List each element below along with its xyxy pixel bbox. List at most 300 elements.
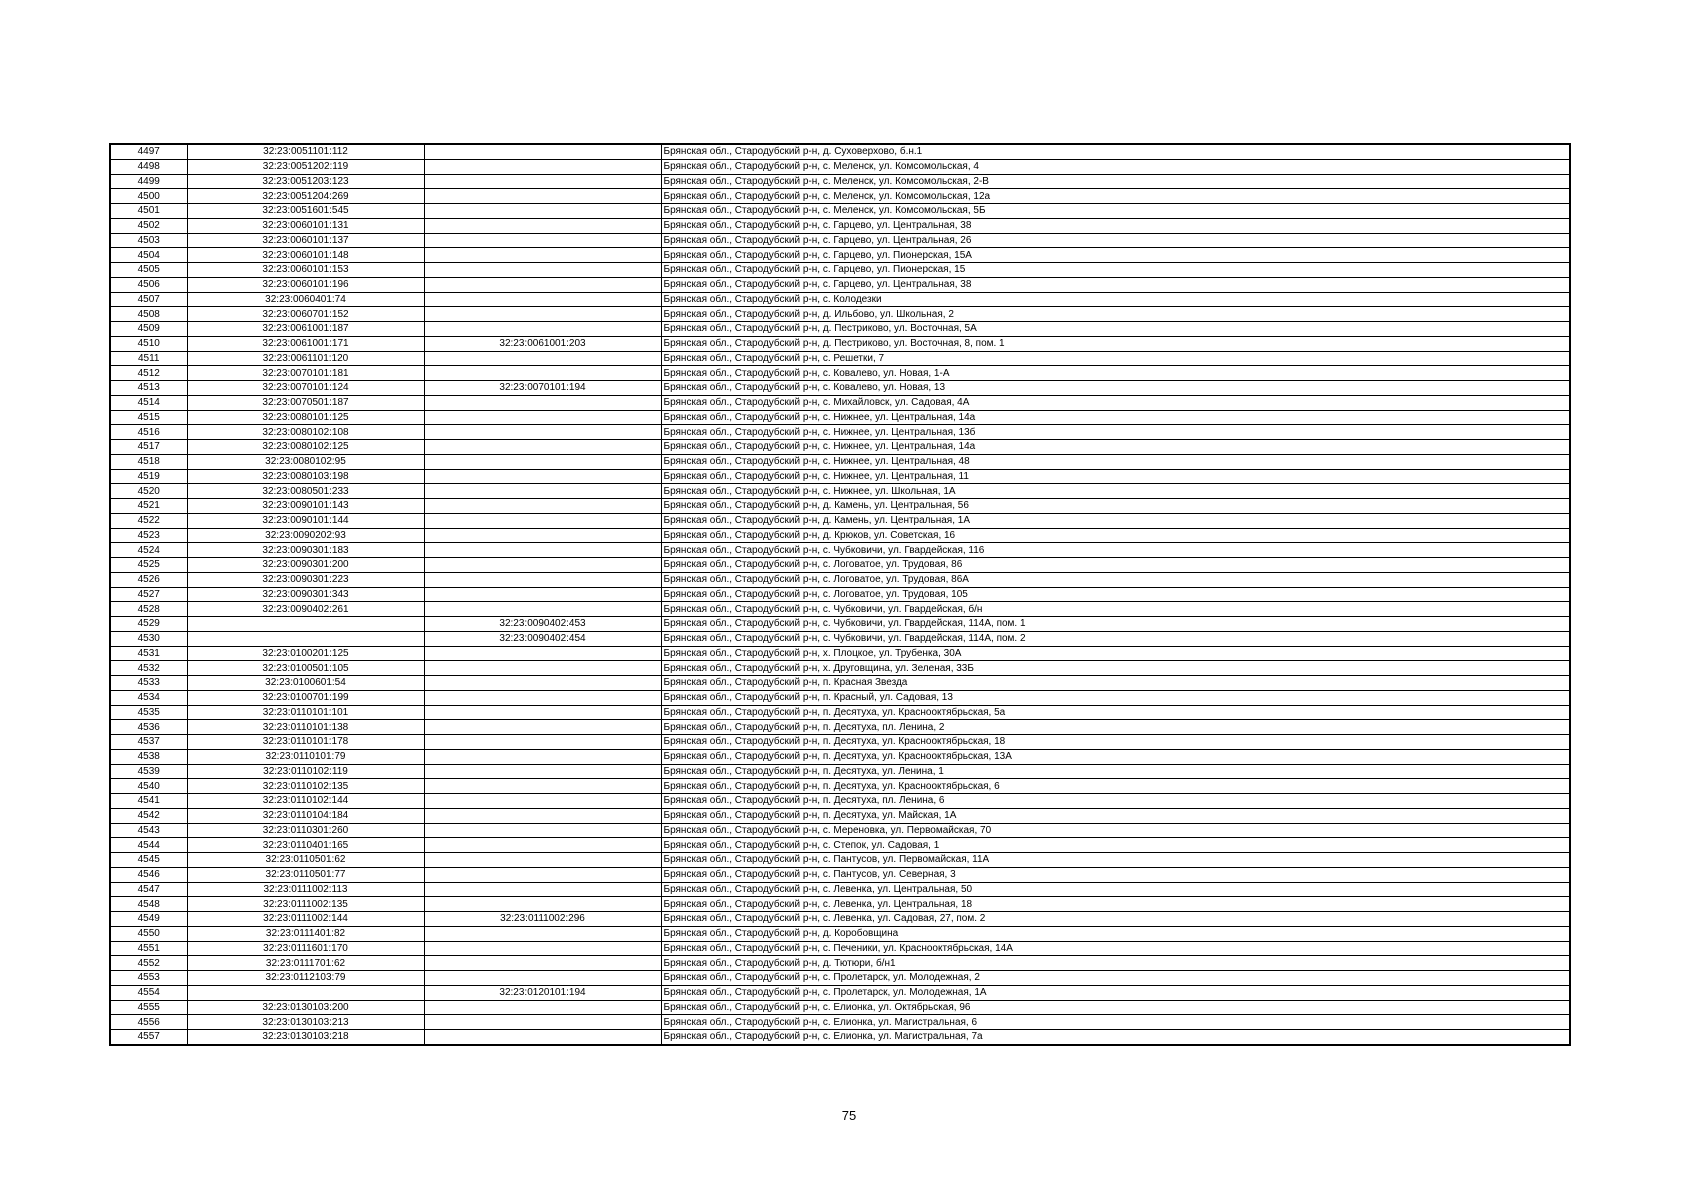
related-cadastral-number-cell	[424, 218, 661, 233]
related-cadastral-number-cell	[424, 705, 661, 720]
address-cell: Брянская обл., Стародубский р-н, с. Мереновка, ул. Первомайская, 70	[661, 823, 1570, 838]
table-row	[110, 381, 1570, 396]
row-number-cell: 4501	[110, 204, 187, 219]
cadastral-number-cell: 32:23:0060101:131	[187, 218, 424, 233]
address-cell: Брянская обл., Стародубский р-н, п. Десятуха, пл. Ленина, 2	[661, 720, 1570, 735]
cadastral-number-cell: 32:23:0060101:148	[187, 248, 424, 263]
register-table	[109, 143, 1571, 1046]
row-number-cell: 4540	[110, 779, 187, 794]
related-cadastral-number-cell	[424, 794, 661, 809]
table-row	[110, 307, 1570, 322]
table-row	[110, 159, 1570, 174]
table-row	[110, 440, 1570, 455]
table-row	[110, 676, 1570, 691]
table-row	[110, 263, 1570, 278]
cadastral-number-cell: 32:23:0060101:137	[187, 233, 424, 248]
address-cell: Брянская обл., Стародубский р-н, д. Ильбово, ул. Школьная, 2	[661, 307, 1570, 322]
row-number-cell: 4503	[110, 233, 187, 248]
row-number-cell: 4516	[110, 425, 187, 440]
row-number-cell: 4509	[110, 322, 187, 337]
related-cadastral-number-cell	[424, 204, 661, 219]
table-row	[110, 233, 1570, 248]
table-row	[110, 218, 1570, 233]
address-cell: Брянская обл., Стародубский р-н, с. Гарцево, ул. Центральная, 38	[661, 277, 1570, 292]
row-number-cell: 4527	[110, 587, 187, 602]
row-number-cell: 4529	[110, 617, 187, 632]
row-number-cell: 4557	[110, 1030, 187, 1045]
address-cell: Брянская обл., Стародубский р-н, с. Пантусов, ул. Первомайская, 11А	[661, 853, 1570, 868]
table-row	[110, 587, 1570, 602]
table-row	[110, 867, 1570, 882]
cadastral-number-cell: 32:23:0110101:79	[187, 749, 424, 764]
row-number-cell: 4520	[110, 484, 187, 499]
row-number-cell: 4519	[110, 469, 187, 484]
address-cell: Брянская обл., Стародубский р-н, с. Пролетарск, ул. Молодежная, 1А	[661, 985, 1570, 1000]
cadastral-number-cell: 32:23:0061001:187	[187, 322, 424, 337]
address-cell: Брянская обл., Стародубский р-н, с. Чубковичи, ул. Гвардейская, б/н	[661, 602, 1570, 617]
row-number-cell: 4550	[110, 926, 187, 941]
table-row	[110, 735, 1570, 750]
row-number-cell: 4537	[110, 735, 187, 750]
cadastral-number-cell: 32:23:0100201:125	[187, 646, 424, 661]
related-cadastral-number-cell	[424, 956, 661, 971]
row-number-cell: 4554	[110, 985, 187, 1000]
row-number-cell: 4502	[110, 218, 187, 233]
related-cadastral-number-cell	[424, 558, 661, 573]
cadastral-number-cell: 32:23:0080501:233	[187, 484, 424, 499]
row-number-cell: 4551	[110, 941, 187, 956]
address-cell: Брянская обл., Стародубский р-н, д. Суховерхово, б.н.1	[661, 144, 1570, 159]
cadastral-number-cell: 32:23:0080103:198	[187, 469, 424, 484]
table-row	[110, 690, 1570, 705]
address-cell: Брянская обл., Стародубский р-н, с. Елионка, ул. Октябрьская, 96	[661, 1000, 1570, 1015]
related-cadastral-number-cell	[424, 144, 661, 159]
row-number-cell: 4535	[110, 705, 187, 720]
address-cell: Брянская обл., Стародубский р-н, п. Красная Звезда	[661, 676, 1570, 691]
address-cell: Брянская обл., Стародубский р-н, с. Левенка, ул. Центральная, 50	[661, 882, 1570, 897]
page-number: 75	[841, 1108, 857, 1123]
address-cell: Брянская обл., Стародубский р-н, с. Елионка, ул. Магистральная, 6	[661, 1015, 1570, 1030]
table-row	[110, 513, 1570, 528]
related-cadastral-number-cell	[424, 425, 661, 440]
table-row	[110, 838, 1570, 853]
address-cell: Брянская обл., Стародубский р-н, с. Меленск, ул. Комсомольская, 5Б	[661, 204, 1570, 219]
cadastral-number-cell: 32:23:0070101:124	[187, 381, 424, 396]
related-cadastral-number-cell	[424, 690, 661, 705]
cadastral-number-cell: 32:23:0110104:184	[187, 808, 424, 823]
table-row	[110, 366, 1570, 381]
table-row	[110, 926, 1570, 941]
row-number-cell: 4511	[110, 351, 187, 366]
table-row	[110, 454, 1570, 469]
address-cell: Брянская обл., Стародубский р-н, с. Гарцево, ул. Центральная, 26	[661, 233, 1570, 248]
cadastral-number-cell	[187, 985, 424, 1000]
table-row	[110, 528, 1570, 543]
address-cell: Брянская обл., Стародубский р-н, с. Гарцево, ул. Пионерская, 15	[661, 263, 1570, 278]
address-cell: Брянская обл., Стародубский р-н, д. Пестриково, ул. Восточная, 8, пом. 1	[661, 336, 1570, 351]
row-number-cell: 4508	[110, 307, 187, 322]
address-cell: Брянская обл., Стародубский р-н, с. Гарцево, ул. Пионерская, 15А	[661, 248, 1570, 263]
cadastral-number-cell: 32:23:0090301:200	[187, 558, 424, 573]
table-row	[110, 410, 1570, 425]
related-cadastral-number-cell	[424, 322, 661, 337]
table-row	[110, 971, 1570, 986]
related-cadastral-number-cell	[424, 543, 661, 558]
row-number-cell: 4548	[110, 897, 187, 912]
related-cadastral-number-cell	[424, 513, 661, 528]
related-cadastral-number-cell	[424, 587, 661, 602]
table-row	[110, 1015, 1570, 1030]
row-number-cell: 4538	[110, 749, 187, 764]
related-cadastral-number-cell	[424, 764, 661, 779]
related-cadastral-number-cell	[424, 484, 661, 499]
row-number-cell: 4498	[110, 159, 187, 174]
related-cadastral-number-cell	[424, 292, 661, 307]
address-cell: Брянская обл., Стародубский р-н, д. Камень, ул. Центральная, 56	[661, 499, 1570, 514]
related-cadastral-number-cell	[424, 410, 661, 425]
cadastral-number-cell: 32:23:0051202:119	[187, 159, 424, 174]
cadastral-number-cell: 32:23:0080102:95	[187, 454, 424, 469]
related-cadastral-number-cell	[424, 189, 661, 204]
address-cell: Брянская обл., Стародубский р-н, с. Решетки, 7	[661, 351, 1570, 366]
address-cell: Брянская обл., Стародубский р-н, с. Пантусов, ул. Северная, 3	[661, 867, 1570, 882]
cadastral-number-cell: 32:23:0110401:165	[187, 838, 424, 853]
address-cell: Брянская обл., Стародубский р-н, с. Чубковичи, ул. Гвардейская, 114А, пом. 2	[661, 631, 1570, 646]
cadastral-number-cell: 32:23:0090101:143	[187, 499, 424, 514]
related-cadastral-number-cell	[424, 646, 661, 661]
register-table-body	[110, 144, 1570, 1045]
address-cell: Брянская обл., Стародубский р-н, п. Десятуха, ул. Майская, 1А	[661, 808, 1570, 823]
table-row	[110, 174, 1570, 189]
address-cell: Брянская обл., Стародубский р-н, с. Логоватое, ул. Трудовая, 86	[661, 558, 1570, 573]
related-cadastral-number-cell	[424, 602, 661, 617]
table-row	[110, 322, 1570, 337]
row-number-cell: 4526	[110, 572, 187, 587]
address-cell: Брянская обл., Стародубский р-н, с. Меленск, ул. Комсомольская, 2-В	[661, 174, 1570, 189]
row-number-cell: 4512	[110, 366, 187, 381]
row-number-cell: 4521	[110, 499, 187, 514]
related-cadastral-number-cell	[424, 971, 661, 986]
table-row	[110, 1030, 1570, 1045]
cadastral-number-cell: 32:23:0060101:196	[187, 277, 424, 292]
address-cell: Брянская обл., Стародубский р-н, с. Печеники, ул. Краснооктябрьская, 14А	[661, 941, 1570, 956]
row-number-cell: 4510	[110, 336, 187, 351]
cadastral-number-cell: 32:23:0061001:171	[187, 336, 424, 351]
cadastral-number-cell: 32:23:0110501:62	[187, 853, 424, 868]
cadastral-number-cell: 32:23:0100601:54	[187, 676, 424, 691]
related-cadastral-number-cell	[424, 233, 661, 248]
cadastral-number-cell: 32:23:0060701:152	[187, 307, 424, 322]
table-row	[110, 808, 1570, 823]
row-number-cell: 4541	[110, 794, 187, 809]
row-number-cell: 4544	[110, 838, 187, 853]
table-row	[110, 779, 1570, 794]
address-cell: Брянская обл., Стародубский р-н, с. Нижнее, ул. Центральная, 14а	[661, 410, 1570, 425]
row-number-cell: 4497	[110, 144, 187, 159]
row-number-cell: 4523	[110, 528, 187, 543]
related-cadastral-number-cell	[424, 248, 661, 263]
row-number-cell: 4504	[110, 248, 187, 263]
address-cell: Брянская обл., Стародубский р-н, с. Ковалево, ул. Новая, 1-А	[661, 366, 1570, 381]
address-cell: Брянская обл., Стародубский р-н, с. Пролетарск, ул. Молодежная, 2	[661, 971, 1570, 986]
cadastral-number-cell: 32:23:0130103:218	[187, 1030, 424, 1045]
related-cadastral-number-cell: 32:23:0070101:194	[424, 381, 661, 396]
related-cadastral-number-cell	[424, 351, 661, 366]
related-cadastral-number-cell	[424, 366, 661, 381]
table-row	[110, 720, 1570, 735]
row-number-cell: 4533	[110, 676, 187, 691]
address-cell: Брянская обл., Стародубский р-н, п. Красный, ул. Садовая, 13	[661, 690, 1570, 705]
cadastral-number-cell: 32:23:0090202:93	[187, 528, 424, 543]
table-row	[110, 395, 1570, 410]
related-cadastral-number-cell	[424, 469, 661, 484]
address-cell: Брянская обл., Стародубский р-н, с. Нижнее, ул. Школьная, 1А	[661, 484, 1570, 499]
related-cadastral-number-cell: 32:23:0090402:453	[424, 617, 661, 632]
related-cadastral-number-cell	[424, 159, 661, 174]
table-row	[110, 292, 1570, 307]
related-cadastral-number-cell: 32:23:0090402:454	[424, 631, 661, 646]
table-row	[110, 144, 1570, 159]
address-cell: Брянская обл., Стародубский р-н, с. Михайловск, ул. Садовая, 4А	[661, 395, 1570, 410]
cadastral-number-cell: 32:23:0070501:187	[187, 395, 424, 410]
cadastral-number-cell: 32:23:0110102:144	[187, 794, 424, 809]
cadastral-number-cell: 32:23:0090101:144	[187, 513, 424, 528]
related-cadastral-number-cell	[424, 676, 661, 691]
row-number-cell: 4513	[110, 381, 187, 396]
cadastral-number-cell: 32:23:0090301:183	[187, 543, 424, 558]
related-cadastral-number-cell	[424, 661, 661, 676]
cadastral-number-cell: 32:23:0051101:112	[187, 144, 424, 159]
row-number-cell: 4506	[110, 277, 187, 292]
cadastral-number-cell: 32:23:0070101:181	[187, 366, 424, 381]
cadastral-number-cell: 32:23:0110301:260	[187, 823, 424, 838]
row-number-cell: 4556	[110, 1015, 187, 1030]
table-row	[110, 248, 1570, 263]
row-number-cell: 4500	[110, 189, 187, 204]
row-number-cell: 4530	[110, 631, 187, 646]
cadastral-number-cell: 32:23:0090301:343	[187, 587, 424, 602]
table-row	[110, 469, 1570, 484]
related-cadastral-number-cell: 32:23:0111002:296	[424, 912, 661, 927]
address-cell: Брянская обл., Стародубский р-н, п. Десятуха, ул. Краснооктябрьская, 6	[661, 779, 1570, 794]
cadastral-number-cell: 32:23:0080101:125	[187, 410, 424, 425]
row-number-cell: 4507	[110, 292, 187, 307]
cadastral-number-cell	[187, 631, 424, 646]
cadastral-number-cell: 32:23:0090301:223	[187, 572, 424, 587]
table-row	[110, 749, 1570, 764]
row-number-cell: 4514	[110, 395, 187, 410]
related-cadastral-number-cell	[424, 263, 661, 278]
table-row	[110, 602, 1570, 617]
related-cadastral-number-cell	[424, 882, 661, 897]
cadastral-number-cell: 32:23:0111002:135	[187, 897, 424, 912]
address-cell: Брянская обл., Стародубский р-н, с. Степок, ул. Садовая, 1	[661, 838, 1570, 853]
cadastral-number-cell: 32:23:0111601:170	[187, 941, 424, 956]
related-cadastral-number-cell	[424, 395, 661, 410]
cadastral-number-cell: 32:23:0111002:144	[187, 912, 424, 927]
related-cadastral-number-cell	[424, 720, 661, 735]
cadastral-number-cell: 32:23:0090402:261	[187, 602, 424, 617]
row-number-cell: 4518	[110, 454, 187, 469]
address-cell: Брянская обл., Стародубский р-н, с. Чубковичи, ул. Гвардейская, 114А, пом. 1	[661, 617, 1570, 632]
cadastral-number-cell: 32:23:0100701:199	[187, 690, 424, 705]
table-row	[110, 853, 1570, 868]
cadastral-number-cell: 32:23:0110501:77	[187, 867, 424, 882]
cadastral-number-cell: 32:23:0110102:119	[187, 764, 424, 779]
row-number-cell: 4546	[110, 867, 187, 882]
address-cell: Брянская обл., Стародубский р-н, с. Колодезки	[661, 292, 1570, 307]
table-row	[110, 764, 1570, 779]
table-row	[110, 204, 1570, 219]
related-cadastral-number-cell	[424, 572, 661, 587]
table-row	[110, 543, 1570, 558]
table-row	[110, 897, 1570, 912]
related-cadastral-number-cell	[424, 749, 661, 764]
address-cell: Брянская обл., Стародубский р-н, х. Друговщина, ул. Зеленая, 33Б	[661, 661, 1570, 676]
table-row	[110, 277, 1570, 292]
table-row	[110, 572, 1570, 587]
address-cell: Брянская обл., Стародубский р-н, с. Нижнее, ул. Центральная, 48	[661, 454, 1570, 469]
table-row	[110, 661, 1570, 676]
address-cell: Брянская обл., Стародубский р-н, д. Крюков, ул. Советская, 16	[661, 528, 1570, 543]
row-number-cell: 4542	[110, 808, 187, 823]
address-cell: Брянская обл., Стародубский р-н, с. Нижнее, ул. Центральная, 13б	[661, 425, 1570, 440]
address-cell: Брянская обл., Стародубский р-н, с. Меленск, ул. Комсомольская, 4	[661, 159, 1570, 174]
cadastral-number-cell: 32:23:0111401:82	[187, 926, 424, 941]
row-number-cell: 4553	[110, 971, 187, 986]
related-cadastral-number-cell	[424, 897, 661, 912]
related-cadastral-number-cell	[424, 926, 661, 941]
table-row	[110, 351, 1570, 366]
related-cadastral-number-cell	[424, 307, 661, 322]
address-cell: Брянская обл., Стародубский р-н, х. Плоцкое, ул. Трубенка, 30А	[661, 646, 1570, 661]
related-cadastral-number-cell	[424, 499, 661, 514]
row-number-cell: 4555	[110, 1000, 187, 1015]
cadastral-number-cell: 32:23:0110101:178	[187, 735, 424, 750]
row-number-cell: 4525	[110, 558, 187, 573]
table-row	[110, 823, 1570, 838]
cadastral-number-cell: 32:23:0051203:123	[187, 174, 424, 189]
cadastral-number-cell: 32:23:0060101:153	[187, 263, 424, 278]
table-row	[110, 484, 1570, 499]
row-number-cell: 4522	[110, 513, 187, 528]
row-number-cell: 4547	[110, 882, 187, 897]
related-cadastral-number-cell	[424, 277, 661, 292]
cadastral-number-cell: 32:23:0060401:74	[187, 292, 424, 307]
address-cell: Брянская обл., Стародубский р-н, с. Чубковичи, ул. Гвардейская, 116	[661, 543, 1570, 558]
cadastral-number-cell: 32:23:0112103:79	[187, 971, 424, 986]
address-cell: Брянская обл., Стародубский р-н, д. Камень, ул. Центральная, 1А	[661, 513, 1570, 528]
row-number-cell: 4528	[110, 602, 187, 617]
address-cell: Брянская обл., Стародубский р-н, с. Левенка, ул. Центральная, 18	[661, 897, 1570, 912]
address-cell: Брянская обл., Стародубский р-н, с. Левенка, ул. Садовая, 27, пом. 2	[661, 912, 1570, 927]
row-number-cell: 4505	[110, 263, 187, 278]
cadastral-number-cell: 32:23:0080102:125	[187, 440, 424, 455]
address-cell: Брянская обл., Стародубский р-н, п. Десятуха, пл. Ленина, 6	[661, 794, 1570, 809]
table-row	[110, 794, 1570, 809]
related-cadastral-number-cell	[424, 867, 661, 882]
table-row	[110, 617, 1570, 632]
cadastral-number-cell: 32:23:0100501:105	[187, 661, 424, 676]
row-number-cell: 4517	[110, 440, 187, 455]
cadastral-number-cell: 32:23:0110101:138	[187, 720, 424, 735]
address-cell: Брянская обл., Стародубский р-н, п. Десятуха, ул. Краснооктябрьская, 13А	[661, 749, 1570, 764]
table-row	[110, 912, 1570, 927]
table-row	[110, 425, 1570, 440]
cadastral-number-cell: 32:23:0130103:200	[187, 1000, 424, 1015]
row-number-cell: 4499	[110, 174, 187, 189]
related-cadastral-number-cell	[424, 528, 661, 543]
cadastral-number-cell: 32:23:0051204:269	[187, 189, 424, 204]
address-cell: Брянская обл., Стародубский р-н, с. Гарцево, ул. Центральная, 38	[661, 218, 1570, 233]
row-number-cell: 4549	[110, 912, 187, 927]
related-cadastral-number-cell	[424, 735, 661, 750]
address-cell: Брянская обл., Стародубский р-н, п. Десятуха, ул. Краснооктябрьская, 18	[661, 735, 1570, 750]
related-cadastral-number-cell	[424, 440, 661, 455]
related-cadastral-number-cell	[424, 838, 661, 853]
cadastral-number-cell: 32:23:0110101:101	[187, 705, 424, 720]
table-row	[110, 336, 1570, 351]
table-row	[110, 1000, 1570, 1015]
table-row	[110, 558, 1570, 573]
address-cell: Брянская обл., Стародубский р-н, с. Логоватое, ул. Трудовая, 105	[661, 587, 1570, 602]
related-cadastral-number-cell	[424, 1000, 661, 1015]
table-row	[110, 189, 1570, 204]
cadastral-number-cell: 32:23:0051601:545	[187, 204, 424, 219]
related-cadastral-number-cell	[424, 1030, 661, 1045]
related-cadastral-number-cell	[424, 853, 661, 868]
table-row	[110, 985, 1570, 1000]
related-cadastral-number-cell: 32:23:0120101:194	[424, 985, 661, 1000]
related-cadastral-number-cell	[424, 1015, 661, 1030]
cadastral-number-cell: 32:23:0110102:135	[187, 779, 424, 794]
address-cell: Брянская обл., Стародубский р-н, с. Елионка, ул. Магистральная, 7а	[661, 1030, 1570, 1045]
row-number-cell: 4531	[110, 646, 187, 661]
row-number-cell: 4515	[110, 410, 187, 425]
cadastral-number-cell: 32:23:0111701:62	[187, 956, 424, 971]
address-cell: Брянская обл., Стародубский р-н, п. Десятуха, ул. Краснооктябрьская, 5а	[661, 705, 1570, 720]
row-number-cell: 4552	[110, 956, 187, 971]
related-cadastral-number-cell	[424, 779, 661, 794]
address-cell: Брянская обл., Стародубский р-н, с. Нижнее, ул. Центральная, 11	[661, 469, 1570, 484]
table-row	[110, 941, 1570, 956]
address-cell: Брянская обл., Стародубский р-н, с. Нижнее, ул. Центральная, 14а	[661, 440, 1570, 455]
address-cell: Брянская обл., Стародубский р-н, д. Пестриково, ул. Восточная, 5А	[661, 322, 1570, 337]
cadastral-number-cell: 32:23:0061101:120	[187, 351, 424, 366]
cadastral-number-cell: 32:23:0111002:113	[187, 882, 424, 897]
table-row	[110, 646, 1570, 661]
related-cadastral-number-cell	[424, 823, 661, 838]
table-row	[110, 499, 1570, 514]
row-number-cell: 4543	[110, 823, 187, 838]
cadastral-number-cell: 32:23:0080102:108	[187, 425, 424, 440]
address-cell: Брянская обл., Стародубский р-н, д. Коробовщина	[661, 926, 1570, 941]
cadastral-number-cell	[187, 617, 424, 632]
table-row	[110, 882, 1570, 897]
related-cadastral-number-cell	[424, 174, 661, 189]
related-cadastral-number-cell	[424, 454, 661, 469]
table-row	[110, 956, 1570, 971]
row-number-cell: 4536	[110, 720, 187, 735]
row-number-cell: 4534	[110, 690, 187, 705]
table-row	[110, 705, 1570, 720]
address-cell: Брянская обл., Стародубский р-н, с. Логоватое, ул. Трудовая, 86А	[661, 572, 1570, 587]
row-number-cell: 4524	[110, 543, 187, 558]
address-cell: Брянская обл., Стародубский р-н, с. Меленск, ул. Комсомольская, 12а	[661, 189, 1570, 204]
address-cell: Брянская обл., Стародубский р-н, д. Тютюри, б/н1	[661, 956, 1570, 971]
table-row	[110, 631, 1570, 646]
related-cadastral-number-cell	[424, 941, 661, 956]
